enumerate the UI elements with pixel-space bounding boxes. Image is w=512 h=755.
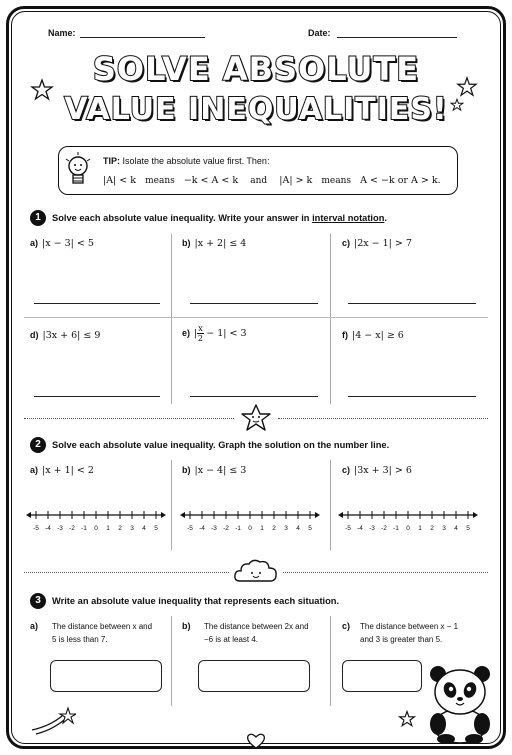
tip-rule1-right: −k < A < k	[183, 175, 239, 186]
number-line-tick-label: 4	[454, 525, 458, 532]
star-face-icon	[240, 403, 272, 433]
tip-box	[58, 146, 458, 195]
star-icon	[398, 710, 416, 728]
s2-problem-b: b) |x − 4| ≤ 3	[182, 465, 247, 476]
section3-title: Write an absolute value inequality that represents each situation.	[52, 596, 340, 606]
s1-problem-f: f) |4 − x| ≥ 6	[342, 330, 404, 341]
answer-box[interactable]	[342, 660, 422, 692]
s1-problem-b: b) |x + 2| ≤ 4	[182, 238, 247, 249]
section1-number: 1	[30, 210, 46, 226]
star-icon	[30, 78, 54, 102]
number-line-tick-label: -5	[33, 525, 39, 532]
number-line-tick-label: -1	[235, 525, 241, 532]
number-line-tick-label: -3	[211, 525, 217, 532]
number-line-b[interactable]	[180, 505, 320, 535]
s3-problem-a: a) The distance between x and 5 is less than 7.	[30, 621, 153, 644]
s3-problem-c: c) The distance between x − 1 and 3 is greater than 5.	[342, 621, 459, 644]
arrow-left-icon	[180, 512, 185, 518]
number-line-tick-label: 0	[94, 525, 98, 532]
number-line-tick-label: -5	[187, 525, 193, 532]
number-line-tick-label: 5	[308, 525, 312, 532]
tip-label: TIP:	[103, 156, 120, 166]
number-line-tick-label: -2	[69, 525, 75, 532]
name-field[interactable]	[80, 28, 205, 38]
arrow-right-icon	[315, 512, 320, 518]
tip-rule1-means: means	[145, 176, 175, 186]
number-line-tick-label: 1	[106, 525, 110, 532]
page-title-line1: SOLVE ABSOLUTE	[92, 50, 420, 88]
number-line-tick-label: -4	[199, 525, 205, 532]
tip-rule2-right: A < −k or A > k.	[360, 175, 441, 186]
number-line-tick-label: -1	[393, 525, 399, 532]
section3-number: 3	[30, 593, 46, 609]
answer-line[interactable]	[348, 396, 476, 397]
s2-problem-c: c) |3x + 3| > 6	[342, 465, 412, 476]
divider	[330, 616, 331, 706]
answer-line[interactable]	[34, 303, 160, 304]
answer-box[interactable]	[198, 660, 310, 692]
dotted-divider	[278, 418, 488, 419]
number-line-tick-label: -1	[81, 525, 87, 532]
number-line-tick-label: 4	[142, 525, 146, 532]
arrow-left-icon	[338, 512, 343, 518]
heart-icon	[245, 732, 267, 750]
tip-rule2-left: |A| > k	[279, 175, 313, 186]
number-line-a[interactable]	[26, 505, 166, 535]
tip-and: and	[250, 176, 268, 186]
number-line-tick-label: -2	[381, 525, 387, 532]
number-line-tick-label: -4	[357, 525, 363, 532]
tip-rule1-left: |A| < k	[103, 175, 137, 186]
shooting-star-icon	[30, 706, 76, 736]
answer-box[interactable]	[50, 660, 162, 692]
divider	[330, 460, 331, 550]
number-line-tick-label: 3	[284, 525, 288, 532]
answer-line[interactable]	[190, 396, 318, 397]
star-icon	[450, 98, 464, 112]
number-line-tick-label: -3	[57, 525, 63, 532]
s1-problem-c: c) |2x − 1| > 7	[342, 238, 412, 249]
number-line-tick-label: 4	[296, 525, 300, 532]
number-line-tick-label: 5	[154, 525, 158, 532]
answer-line[interactable]	[348, 303, 476, 304]
name-label: Name:	[48, 28, 76, 38]
number-line-tick-label: -4	[45, 525, 51, 532]
number-line-tick-label: 2	[118, 525, 122, 532]
arrow-left-icon	[26, 512, 31, 518]
tip-rule2-means: means	[321, 176, 352, 186]
divider	[330, 234, 331, 404]
number-line-tick-label: 2	[430, 525, 434, 532]
number-line-tick-label: 5	[466, 525, 470, 532]
panda-icon	[424, 662, 496, 744]
dotted-divider	[24, 572, 229, 573]
dotted-divider	[283, 572, 488, 573]
s2-problem-a: a) |x + 1| < 2	[30, 465, 94, 476]
date-label: Date:	[308, 28, 331, 38]
number-line-tick-label: 2	[272, 525, 276, 532]
number-line-tick-label: 0	[406, 525, 410, 532]
dotted-divider	[24, 418, 234, 419]
number-line-tick-label: 1	[260, 525, 264, 532]
arrow-right-icon	[473, 512, 478, 518]
s3-problem-b: b) The distance between 2x and −6 is at least 4.	[182, 621, 309, 644]
number-line-tick-label: -3	[369, 525, 375, 532]
number-line-tick-label: -5	[345, 525, 351, 532]
date-field[interactable]	[337, 28, 457, 38]
divider	[171, 234, 172, 404]
lightbulb-icon	[63, 151, 93, 191]
answer-line[interactable]	[190, 303, 318, 304]
answer-line[interactable]	[34, 396, 160, 397]
number-line-tick-label: 3	[442, 525, 446, 532]
number-line-c[interactable]	[338, 505, 478, 535]
divider	[171, 460, 172, 550]
cloud-face-icon	[232, 557, 280, 585]
arrow-right-icon	[161, 512, 166, 518]
number-line-tick-label: -2	[223, 525, 229, 532]
divider	[24, 317, 488, 318]
star-icon	[456, 76, 478, 98]
section2-title: Solve each absolute value inequality. Graph the solution on the number line.	[52, 440, 390, 450]
divider	[171, 616, 172, 706]
page-title-line2: VALUE INEQUALITIES!	[64, 92, 448, 127]
s1-problem-e: e) | $\frac{x}{2}$ − 1| < 3	[182, 324, 247, 343]
tip-text: Isolate the absolute value first. Then:	[122, 156, 270, 166]
section1-title: Solve each absolute value inequality. Write your answer in interval notation.	[52, 213, 387, 223]
number-line-tick-label: 3	[130, 525, 134, 532]
s1-problem-d: d) |3x + 6| ≤ 9	[30, 330, 101, 341]
section2-number: 2	[30, 437, 46, 453]
s1-problem-a: a) |x − 3| < 5	[30, 238, 94, 249]
number-line-tick-label: 1	[418, 525, 422, 532]
number-line-tick-label: 0	[248, 525, 252, 532]
